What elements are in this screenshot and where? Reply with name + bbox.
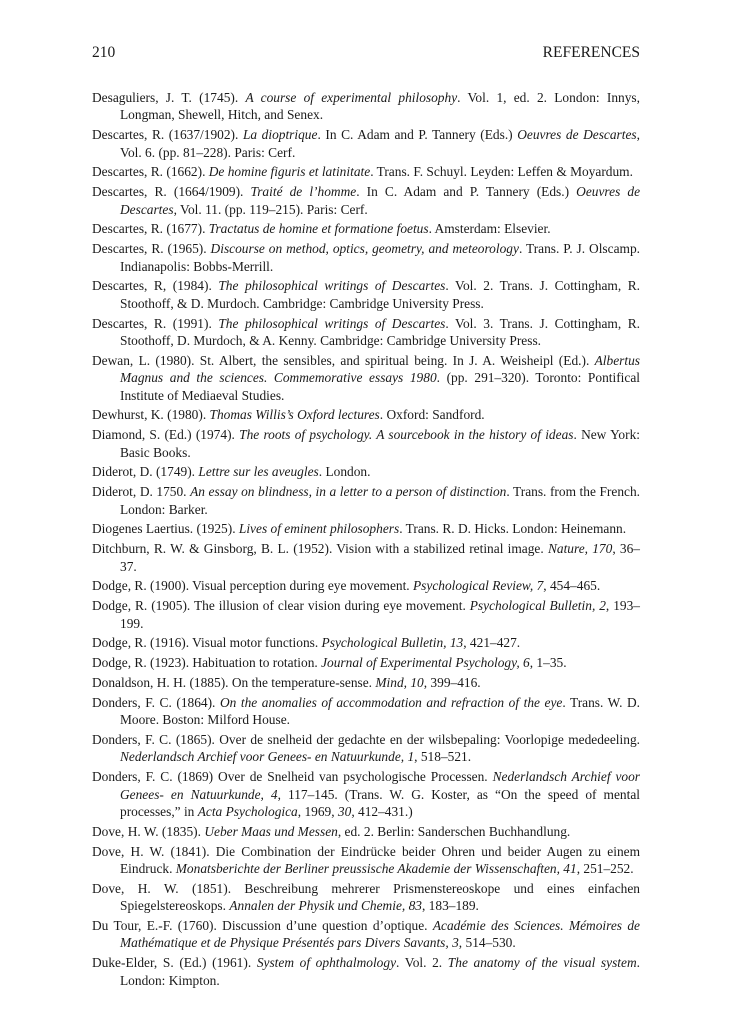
running-header xyxy=(92,44,640,62)
reference-text: Desaguliers, J. T. (1745). xyxy=(92,90,246,105)
reference-text: Dove, H. W. (1835). xyxy=(92,823,205,839)
reference-entry xyxy=(92,634,640,651)
reference-title: On the anomalies of accommodation and refraction of the eye xyxy=(219,694,563,710)
reference-text: Ditchburn, R. W. & Ginsborg, B. L. (1952). Vision with a stabilized retinal image. xyxy=(92,541,548,557)
reference-text: . Vol. 3. Trans. J. Cottingham, R. Stoothoff, D. Murdoch, & A. Kenny. Cambridge: Cambridge University Press. xyxy=(120,315,640,349)
reference-title: Nederlandsch Archief voor Genees- en Natuurkunde, 4 xyxy=(120,769,640,802)
reference-text: Du Tour, E.-F. (1760). Discussion d’une question d’optique. xyxy=(92,918,433,934)
reference-text: Dove, H. W. (1841). Die Combination der Eindrücke beider Ohren und beider Augen zu einem Eindruck. xyxy=(92,843,640,877)
reference-title: Lettre sur les aveugles xyxy=(198,464,319,480)
reference-text: , ed. 2. Berlin: Sanderschen Buchhandlung. xyxy=(337,823,571,839)
reference-entry xyxy=(92,426,640,461)
reference-title: Lives of eminent philosophers xyxy=(238,521,400,537)
reference-entry xyxy=(92,540,640,575)
reference-entry xyxy=(92,483,640,518)
reference-text: . Trans. W. D. Moore. Boston: Milford House. xyxy=(120,694,640,728)
reference-title: Tractatus de homine et formatione foetus xyxy=(208,221,429,237)
reference-text: . Trans. F. Schuyl. Leyden: Leffen & Moyardum. xyxy=(370,164,633,180)
reference-text: Dodge, R. (1900). Visual perception during eye movement. xyxy=(92,578,413,594)
reference-entry xyxy=(92,240,640,275)
reference-title: La dioptrique xyxy=(242,127,318,143)
reference-title: Nature, 170 xyxy=(547,541,613,557)
reference-title: Oeuvres de Descartes xyxy=(517,127,637,143)
reference-entry xyxy=(92,694,640,729)
reference-text: , 183–189. xyxy=(421,898,479,914)
reference-text: . Amsterdam: Elsevier. xyxy=(428,221,551,237)
reference-entry xyxy=(92,315,640,350)
page xyxy=(92,44,640,991)
reference-entry xyxy=(92,406,640,423)
reference-entry xyxy=(92,463,640,480)
reference-text: Dodge, R. (1905). The illusion of clear vision during eye movement. xyxy=(92,598,470,614)
reference-text: Descartes, R. (1677). xyxy=(92,221,209,237)
reference-text: . Trans. from the French. London: Barker. xyxy=(120,484,640,517)
reference-text: , 518–521. xyxy=(414,749,472,765)
reference-text: Dewan, L. (1980). St. Albert, the sensibles, and spiritual being. In J. A. Weisheipl (Ed.). xyxy=(92,352,595,368)
reference-entry xyxy=(92,674,640,691)
reference-text: Donders, F. C. (1869) Over de Snelheid van psychologische Processen. xyxy=(92,769,493,785)
reference-entry xyxy=(92,577,640,594)
reference-title: 30 xyxy=(337,804,352,820)
reference-text: , 412–431.) xyxy=(351,804,413,820)
reference-text: Descartes, R, (1984). xyxy=(92,278,219,294)
reference-title: Traité de l’homme xyxy=(250,184,357,200)
reference-list xyxy=(92,89,640,989)
reference-text: Descartes, R. (1991). xyxy=(92,315,219,331)
reference-text: Donders, F. C. (1865). Over de snelheid der gedachte en der wilsbepaling: Voorlopige mededeeling. xyxy=(92,732,640,748)
reference-text: Dewhurst, K. (1980). xyxy=(92,407,210,423)
reference-entry xyxy=(92,183,640,218)
reference-title: Oeuvres de Descartes xyxy=(120,184,641,217)
reference-text: . Vol. 2. Trans. J. Cottingham, R. Stoothoff, & D. Murdoch. Cambridge: Cambridge University Press. xyxy=(120,278,640,311)
reference-entry xyxy=(92,220,640,237)
reference-text: , 251–252. xyxy=(576,861,634,877)
reference-title: De homine figuris et latinitate xyxy=(208,164,371,180)
reference-text: Duke-Elder, S. (Ed.) (1961). xyxy=(92,955,257,971)
reference-text: . London. xyxy=(318,464,371,480)
reference-title: Annalen der Physik und Chemie, 83 xyxy=(229,898,422,914)
reference-title: Albertus Magnus and the sciences. Commemorative essays 1980 xyxy=(120,352,640,386)
reference-entry xyxy=(92,163,640,180)
reference-title: Psychological Bulletin, 2 xyxy=(469,598,606,614)
reference-entry xyxy=(92,954,640,989)
reference-text: . (pp. 291–320). Toronto: Pontifical Institute of Mediaeval Studies. xyxy=(120,370,640,403)
reference-entry xyxy=(92,768,640,820)
reference-text: , 193–199. xyxy=(120,598,640,631)
reference-text: Diogenes Laertius. (1925). xyxy=(92,521,239,537)
reference-text: . New York: Basic Books. xyxy=(120,427,640,460)
reference-title: System of ophthalmology xyxy=(256,955,397,971)
reference-title: Acta Psychologica xyxy=(197,804,298,820)
reference-text: Dodge, R. (1923). Habituation to rotation. xyxy=(92,655,322,671)
reference-title: The philosophical writings of Descartes xyxy=(218,278,446,294)
reference-entry xyxy=(92,654,640,671)
reference-entry xyxy=(92,277,640,312)
reference-entry xyxy=(92,823,640,840)
reference-title: The roots of psychology. A sourcebook in the history of ideas xyxy=(239,427,574,443)
reference-text: . Vol. 1, ed. 2. London: Innys, Longman, Shewell, Hitch, and Senex. xyxy=(120,90,640,123)
reference-text: . Oxford: Sandford. xyxy=(379,407,485,423)
reference-title: Psychological Review, 7 xyxy=(413,578,544,594)
reference-text: Diderot, D. (1749). xyxy=(92,464,199,480)
reference-text: , 1–35. xyxy=(529,655,567,671)
reference-title: An essay on blindness, in a letter to a person of distinction xyxy=(190,484,507,500)
reference-text: Diamond, S. (Ed.) (1974). xyxy=(92,427,240,443)
reference-entry xyxy=(92,843,640,878)
reference-entry xyxy=(92,520,640,537)
reference-title: Journal of Experimental Psychology, 6 xyxy=(321,655,530,671)
reference-entry xyxy=(92,352,640,404)
reference-text: , 514–530. xyxy=(458,935,516,951)
reference-text: , 1969, xyxy=(297,804,338,820)
reference-title: Monatsberichte der Berliner preussische Akademie der Wissenschaften, 41 xyxy=(175,861,577,877)
reference-entry xyxy=(92,597,640,632)
reference-title: Thomas Willis’s Oxford lectures xyxy=(209,407,380,423)
reference-text: Dodge, R. (1916). Visual motor functions. xyxy=(92,635,322,651)
reference-text: , 36–37. xyxy=(120,541,640,574)
reference-title: The philosophical writings of Descartes xyxy=(218,315,446,331)
reference-entry xyxy=(92,126,640,161)
reference-text: Donaldson, H. H. (1885). On the temperature-sense. xyxy=(92,675,376,691)
reference-text: . Vol. 2. xyxy=(396,955,448,971)
reference-entry xyxy=(92,89,640,124)
reference-text: , 117–145. (Trans. W. G. Koster, as “On the speed of mental processes,” in xyxy=(120,786,640,820)
reference-text: Diderot, D. 1750. xyxy=(92,484,191,500)
reference-text: , 454–465. xyxy=(543,578,601,594)
reference-title: Académie des Sciences. Mémoires de Mathématique et de Physique Présentés pars Divers Savants, 3 xyxy=(120,918,640,951)
section-title: REFERENCES xyxy=(542,44,640,61)
reference-entry xyxy=(92,731,640,766)
reference-entry xyxy=(92,880,640,915)
reference-text: . Trans. P. J. Olscamp. Indianapolis: Bobbs-Merrill. xyxy=(120,241,640,274)
reference-title: A course of experimental philosophy xyxy=(245,90,458,105)
reference-text: . In C. Adam and P. Tannery (Eds.) xyxy=(356,184,577,200)
reference-text: Descartes, R. (1637/1902). xyxy=(92,127,243,143)
reference-text: Descartes, R. (1664/1909). xyxy=(92,184,251,200)
reference-text: , Vol. 11. (pp. 119–215). Paris: Cerf. xyxy=(173,201,368,217)
reference-text: . London: Kimpton. xyxy=(120,955,640,988)
reference-text: , Vol. 6. (pp. 81–228). Paris: Cerf. xyxy=(120,127,641,160)
reference-text: . Trans. R. D. Hicks. London: Heinemann. xyxy=(399,521,627,537)
reference-title: Ueber Maas und Messen xyxy=(204,823,338,839)
reference-text: . In C. Adam and P. Tannery (Eds.) xyxy=(317,127,518,143)
reference-title: Psychological Bulletin, 13 xyxy=(321,635,464,651)
reference-title: Nederlandsch Archief voor Genees- en Natuurkunde, 1 xyxy=(120,749,415,765)
page-number: 210 xyxy=(92,44,116,61)
reference-text: , 421–427. xyxy=(463,635,521,651)
reference-text: Descartes, R. (1662). xyxy=(92,164,209,180)
reference-entry xyxy=(92,917,640,952)
reference-text: Dove, H. W. (1851). Beschreibung mehrerer Prismenstereoskope und eines einfachen Spiegelstereoskops. xyxy=(92,880,640,914)
reference-title: Mind, 10 xyxy=(375,675,424,691)
reference-text: Descartes, R. (1965). xyxy=(92,241,211,257)
reference-title: Discourse on method, optics, geometry, and meteorology xyxy=(210,241,519,257)
reference-text: Donders, F. C. (1864). xyxy=(92,694,220,710)
reference-text: , 399–416. xyxy=(423,675,481,691)
reference-title: The anatomy of the visual system xyxy=(447,955,637,971)
